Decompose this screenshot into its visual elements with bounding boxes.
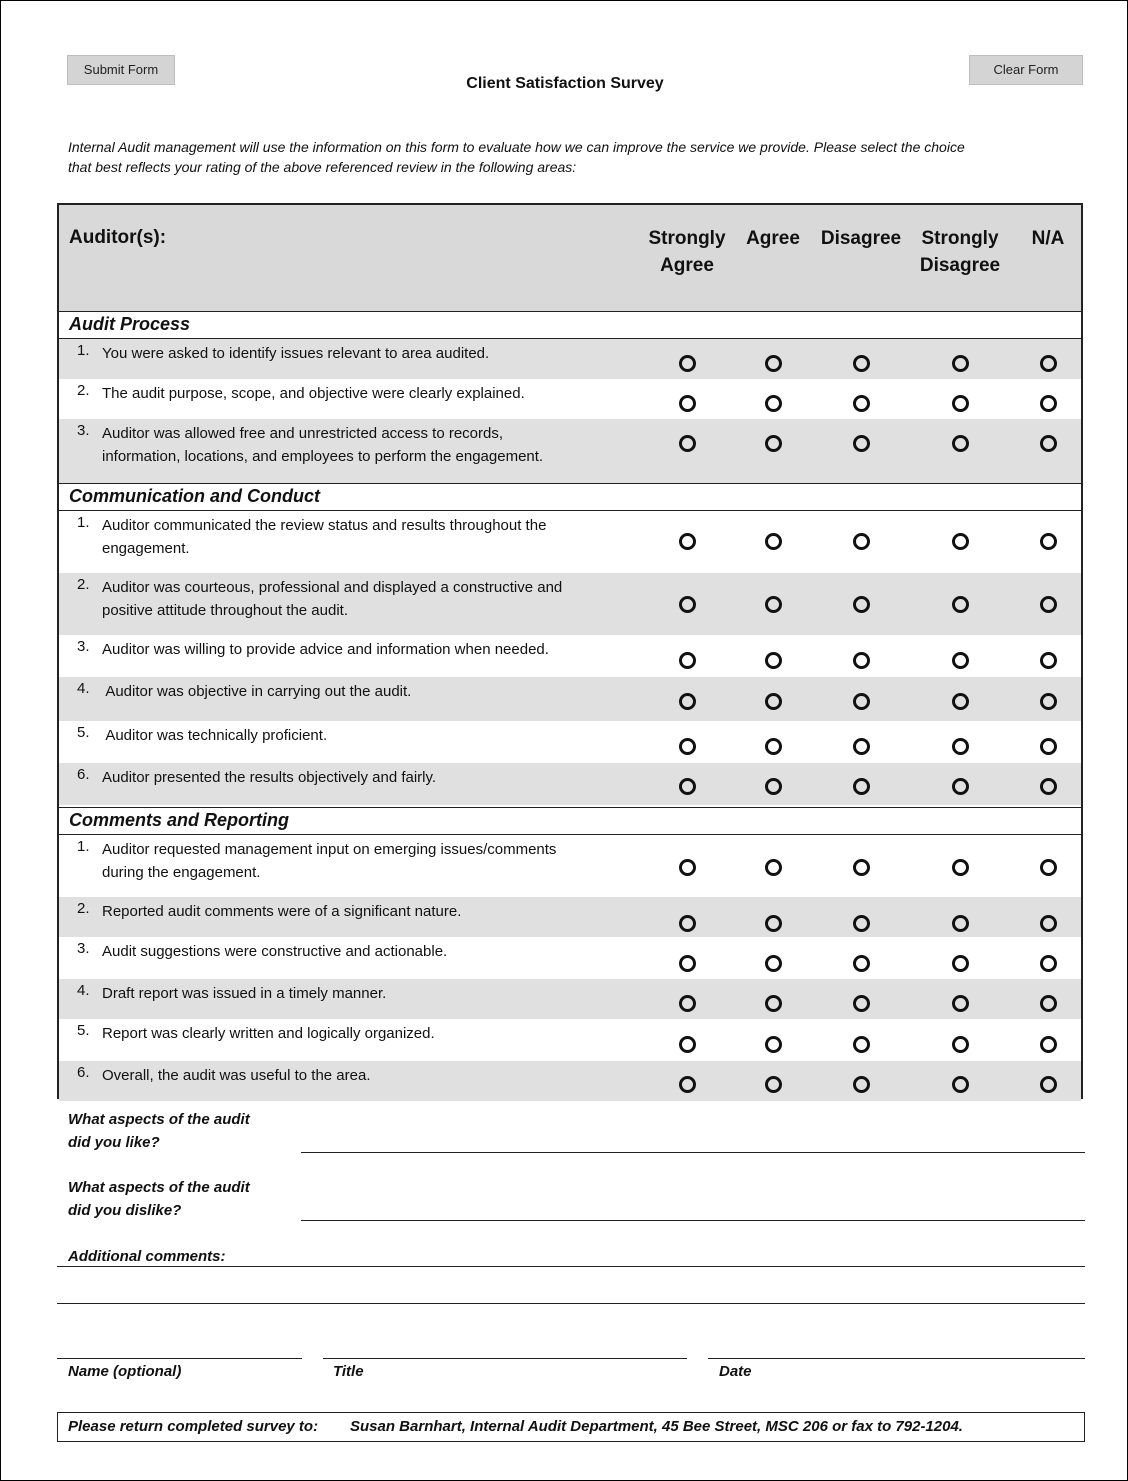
column-header-line: Agree <box>660 255 714 276</box>
question-row <box>59 573 1081 635</box>
question-text-line: positive attitude throughout the audit. <box>102 602 349 619</box>
radio-strongly-disagree[interactable] <box>952 693 969 710</box>
question-number: 2. <box>77 576 90 593</box>
question-row <box>59 835 1081 897</box>
question-text <box>102 576 642 622</box>
radio-strongly-disagree[interactable] <box>952 395 969 412</box>
question-row <box>59 1061 1081 1101</box>
question-text <box>102 1064 642 1087</box>
return-address: Susan Barnhart, Internal Audit Department, 45 Bee Street, MSC 206 or fax to 792-1204. <box>350 1418 963 1435</box>
question-number: 2. <box>77 382 90 399</box>
radio-disagree[interactable] <box>853 738 870 755</box>
question-number: 2. <box>77 900 90 917</box>
liked-question <box>68 1108 250 1154</box>
question-row <box>59 897 1081 937</box>
radio-strongly-agree[interactable] <box>679 915 696 932</box>
question-row <box>59 635 1081 677</box>
question-number: 6. <box>77 766 90 783</box>
question-text <box>102 940 642 963</box>
column-header-line: Disagree <box>919 255 1001 276</box>
question-number: 3. <box>77 422 90 439</box>
column-agree <box>723 225 823 252</box>
question-text-line: Report was clearly written and logically organized. <box>102 1025 435 1042</box>
radio-disagree[interactable] <box>853 778 870 795</box>
radio-agree[interactable] <box>765 859 782 876</box>
question-row <box>59 419 1081 483</box>
question-row <box>59 677 1081 721</box>
intro-line-1: Internal Audit management will use the information on this form to evaluate how we can improve the service we provide. Please select the choice <box>68 139 965 155</box>
intro-text <box>68 137 1068 177</box>
radio-agree[interactable] <box>765 533 782 550</box>
question-text-line: Auditor communicated the review status and results throughout the <box>102 517 547 534</box>
radio-strongly-disagree[interactable] <box>952 596 969 613</box>
radio-na[interactable] <box>1040 395 1057 412</box>
question-text-line: You were asked to identify issues relevant to area audited. <box>102 345 490 362</box>
radio-agree[interactable] <box>765 915 782 932</box>
radio-agree[interactable] <box>765 355 782 372</box>
column-header-line: Strongly <box>921 228 999 249</box>
survey-header <box>59 205 1081 312</box>
question-row <box>59 379 1081 419</box>
section-title: Communication and Conduct <box>69 486 320 506</box>
radio-strongly-agree[interactable] <box>679 355 696 372</box>
disliked-question-line-2: did you dislike? <box>68 1202 182 1219</box>
liked-question-line-2: did you like? <box>68 1134 160 1151</box>
question-number: 3. <box>77 940 90 957</box>
radio-strongly-agree[interactable] <box>679 1076 696 1093</box>
question-text-line: Auditor requested management input on emerging issues/comments <box>102 841 557 858</box>
return-label: Please return completed survey to: <box>68 1418 319 1435</box>
radio-na[interactable] <box>1040 596 1057 613</box>
radio-disagree[interactable] <box>853 652 870 669</box>
radio-disagree[interactable] <box>853 1036 870 1053</box>
radio-disagree[interactable] <box>853 859 870 876</box>
question-number: 4. <box>77 982 90 999</box>
section-title: Audit Process <box>69 314 191 334</box>
radio-disagree[interactable] <box>853 693 870 710</box>
column-strongly-agree <box>637 225 737 279</box>
radio-strongly-agree[interactable] <box>679 395 696 412</box>
radio-strongly-disagree[interactable] <box>952 533 969 550</box>
radio-disagree[interactable] <box>853 596 870 613</box>
section-header <box>59 483 1081 511</box>
radio-na[interactable] <box>1040 955 1057 972</box>
radio-agree[interactable] <box>765 596 782 613</box>
section-header <box>59 807 1081 835</box>
question-text <box>102 724 642 747</box>
column-disagree <box>811 225 911 252</box>
radio-strongly-agree[interactable] <box>679 435 696 452</box>
question-row <box>59 721 1081 763</box>
radio-na[interactable] <box>1040 435 1057 452</box>
radio-strongly-disagree[interactable] <box>952 652 969 669</box>
radio-strongly-agree[interactable] <box>679 652 696 669</box>
question-text <box>102 342 642 365</box>
question-number: 6. <box>77 1064 90 1081</box>
radio-agree[interactable] <box>765 778 782 795</box>
question-text-line: Auditor was allowed free and unrestricted access to records, <box>102 425 504 442</box>
question-text-line: Auditor was technically proficient. <box>102 727 328 744</box>
question-text <box>102 680 642 703</box>
liked-question-line-1: What aspects of the audit <box>68 1111 250 1128</box>
question-text <box>102 382 642 405</box>
radio-strongly-agree[interactable] <box>679 995 696 1012</box>
radio-agree[interactable] <box>765 1036 782 1053</box>
radio-na[interactable] <box>1040 1076 1057 1093</box>
question-row <box>59 937 1081 979</box>
radio-strongly-agree[interactable] <box>679 859 696 876</box>
radio-disagree[interactable] <box>853 1076 870 1093</box>
section-title: Comments and Reporting <box>69 810 290 830</box>
radio-strongly-disagree[interactable] <box>952 355 969 372</box>
radio-na[interactable] <box>1040 693 1057 710</box>
radio-na[interactable] <box>1040 859 1057 876</box>
question-text-line: Auditor was courteous, professional and displayed a constructive and <box>102 579 563 596</box>
radio-disagree[interactable] <box>853 395 870 412</box>
radio-strongly-agree[interactable] <box>679 1036 696 1053</box>
radio-strongly-disagree[interactable] <box>952 1036 969 1053</box>
radio-na[interactable] <box>1040 995 1057 1012</box>
column-na <box>998 225 1098 252</box>
radio-strongly-agree[interactable] <box>679 533 696 550</box>
disliked-question <box>68 1176 250 1222</box>
clear-form-button[interactable]: Clear Form <box>969 55 1083 85</box>
radio-na[interactable] <box>1040 652 1057 669</box>
disliked-question-line-1: What aspects of the audit <box>68 1179 250 1196</box>
radio-strongly-agree[interactable] <box>679 955 696 972</box>
question-text-line: Auditor presented the results objectively and fairly. <box>102 769 437 786</box>
radio-strongly-agree[interactable] <box>679 596 696 613</box>
column-strongly-disagree <box>910 225 1010 279</box>
radio-strongly-agree[interactable] <box>679 693 696 710</box>
question-number: 1. <box>77 514 90 531</box>
radio-na[interactable] <box>1040 778 1057 795</box>
column-header-line: Agree <box>746 228 800 249</box>
column-header-line: N/A <box>1031 228 1065 249</box>
additional-comments-line-2[interactable] <box>57 1303 1085 1304</box>
question-number: 5. <box>77 724 90 741</box>
additional-comments-line-1[interactable] <box>57 1266 1085 1267</box>
radio-strongly-disagree[interactable] <box>952 859 969 876</box>
radio-disagree[interactable] <box>853 915 870 932</box>
radio-strongly-disagree[interactable] <box>952 778 969 795</box>
radio-na[interactable] <box>1040 533 1057 550</box>
radio-agree[interactable] <box>765 435 782 452</box>
additional-comments-label: Additional comments: <box>68 1248 226 1265</box>
question-text-line: Reported audit comments were of a significant nature. <box>102 903 462 920</box>
question-number: 1. <box>77 838 90 855</box>
name-label: Name (optional) <box>68 1363 182 1380</box>
question-number: 5. <box>77 1022 90 1039</box>
radio-strongly-agree[interactable] <box>679 738 696 755</box>
date-line[interactable] <box>708 1358 1085 1359</box>
return-instructions <box>57 1412 1085 1442</box>
name-line[interactable] <box>57 1358 302 1359</box>
question-text-line: Overall, the audit was useful to the area. <box>102 1067 371 1084</box>
radio-na[interactable] <box>1040 915 1057 932</box>
title-line[interactable] <box>323 1358 687 1359</box>
question-number: 4. <box>77 680 90 697</box>
question-text-line: Audit suggestions were constructive and actionable. <box>102 943 448 960</box>
question-number: 3. <box>77 638 90 655</box>
radio-disagree[interactable] <box>853 435 870 452</box>
radio-strongly-disagree[interactable] <box>952 955 969 972</box>
question-text-line: The audit purpose, scope, and objective were clearly explained. <box>102 385 525 402</box>
radio-na[interactable] <box>1040 355 1057 372</box>
radio-agree[interactable] <box>765 995 782 1012</box>
radio-strongly-disagree[interactable] <box>952 995 969 1012</box>
radio-agree[interactable] <box>765 395 782 412</box>
radio-strongly-disagree[interactable] <box>952 1076 969 1093</box>
question-number: 1. <box>77 342 90 359</box>
radio-strongly-disagree[interactable] <box>952 915 969 932</box>
question-text <box>102 838 642 884</box>
column-header-line: Disagree <box>820 228 902 249</box>
intro-line-2: that best reflects your rating of the above referenced review in the following areas: <box>68 159 577 175</box>
section-header <box>59 311 1081 339</box>
question-text-line: during the engagement. <box>102 864 261 881</box>
liked-answer-line[interactable] <box>301 1152 1085 1153</box>
survey-table <box>57 203 1083 1099</box>
question-row <box>59 339 1081 379</box>
radio-agree[interactable] <box>765 693 782 710</box>
radio-disagree[interactable] <box>853 533 870 550</box>
question-row <box>59 979 1081 1019</box>
radio-agree[interactable] <box>765 738 782 755</box>
question-row <box>59 511 1081 573</box>
question-text-line: engagement. <box>102 540 190 557</box>
column-header-line: Strongly <box>648 228 726 249</box>
auditors-label: Auditor(s): <box>69 227 167 248</box>
title-label: Title <box>333 1363 364 1380</box>
question-text <box>102 422 642 468</box>
question-text <box>102 514 642 560</box>
question-text <box>102 900 642 923</box>
question-text <box>102 1022 642 1045</box>
question-row <box>59 763 1081 805</box>
radio-agree[interactable] <box>765 1076 782 1093</box>
question-text-line: Draft report was issued in a timely manner. <box>102 985 387 1002</box>
question-text <box>102 766 642 789</box>
radio-disagree[interactable] <box>853 355 870 372</box>
radio-disagree[interactable] <box>853 995 870 1012</box>
question-text <box>102 638 642 661</box>
submit-form-button[interactable]: Submit Form <box>67 55 175 85</box>
page-title: Client Satisfaction Survey <box>466 75 664 92</box>
question-text-line: Auditor was willing to provide advice and information when needed. <box>102 641 549 658</box>
radio-agree[interactable] <box>765 955 782 972</box>
question-text-line: information, locations, and employees to perform the engagement. <box>102 448 544 465</box>
radio-strongly-disagree[interactable] <box>952 738 969 755</box>
radio-strongly-disagree[interactable] <box>952 435 969 452</box>
date-label: Date <box>719 1363 752 1380</box>
question-text <box>102 982 642 1005</box>
radio-na[interactable] <box>1040 1036 1057 1053</box>
question-text-line: Auditor was objective in carrying out the audit. <box>102 683 412 700</box>
radio-agree[interactable] <box>765 652 782 669</box>
radio-na[interactable] <box>1040 738 1057 755</box>
question-row <box>59 1019 1081 1061</box>
disliked-answer-line[interactable] <box>301 1220 1085 1221</box>
radio-strongly-agree[interactable] <box>679 778 696 795</box>
radio-disagree[interactable] <box>853 955 870 972</box>
